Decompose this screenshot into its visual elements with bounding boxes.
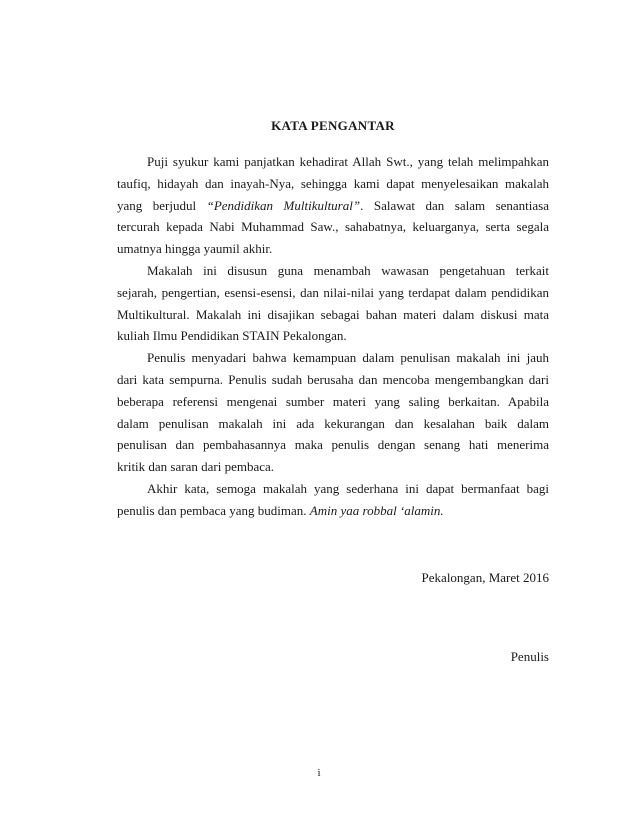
italic-text: “Pendidikan Multikultural” bbox=[206, 197, 361, 213]
page-number: i bbox=[317, 767, 321, 779]
paragraph-line bbox=[117, 478, 549, 500]
paragraph-line bbox=[117, 238, 549, 260]
paragraph-line bbox=[117, 434, 549, 456]
paragraph-line bbox=[117, 173, 549, 195]
paragraph-line bbox=[117, 216, 549, 238]
text-run: penulis dan pembaca yang budiman. bbox=[117, 502, 310, 518]
text-run: umatnya hingga yaumil akhir. bbox=[117, 241, 273, 257]
text-run: dalam penulisan makalah ini ada kekurangan dan kesalahan baik dalam bbox=[117, 415, 549, 431]
paragraph-line bbox=[117, 456, 549, 478]
italic-text: Amin yaa robbal ‘alamin. bbox=[309, 502, 444, 518]
text-run: Multikultural. Makalah ini disajikan sebagai bahan materi dalam diskusi mata bbox=[117, 306, 549, 322]
paragraph-line bbox=[117, 260, 549, 282]
text-run: dari kata sempurna. Penulis sudah berusaha dan mencoba mengembangkan dari bbox=[117, 371, 549, 387]
paragraph-line bbox=[117, 151, 549, 173]
text-run: sejarah, pengertian, esensi-esensi, dan nilai-nilai yang terdapat dalam pendidikan bbox=[117, 284, 549, 300]
paragraph-line bbox=[117, 391, 549, 413]
text-run: taufiq, hidayah dan inayah-Nya, sehingga kami dapat menyelesaikan makalah bbox=[117, 175, 549, 191]
paragraph-line bbox=[117, 195, 549, 217]
paragraph bbox=[117, 260, 549, 347]
paragraph bbox=[117, 347, 549, 478]
author-signature: Penulis bbox=[510, 649, 549, 664]
paragraph bbox=[117, 478, 549, 522]
text-run: Penulis menyadari bahwa kemampuan dalam penulisan makalah ini jauh bbox=[147, 350, 549, 366]
text-run: Makalah ini disusun guna menambah wawasan pengetahuan terkait bbox=[147, 262, 549, 278]
text-run: penulisan dan pembahasannya maka penulis dengan senang hati menerima bbox=[117, 437, 549, 453]
place-date: Pekalongan, Maret 2016 bbox=[421, 570, 549, 585]
text-run: kuliah Ilmu Pendidikan STAIN Pekalongan. bbox=[117, 328, 347, 344]
text-run: yang berjudul bbox=[117, 197, 207, 213]
paragraph-line bbox=[117, 304, 549, 326]
paragraph-line bbox=[117, 282, 549, 304]
text-run: Akhir kata, semoga makalah yang sederhana ini dapat bermanfaat bagi bbox=[147, 480, 549, 496]
paragraph bbox=[117, 151, 549, 260]
text-run: kritik dan saran dari pembaca. bbox=[117, 459, 275, 475]
text-run: tercurah kepada Nabi Muhammad Saw., sahabatnya, keluarganya, serta segala bbox=[117, 219, 549, 235]
text-run: Puji syukur kami panjatkan kehadirat Allah Swt., yang telah melimpahkan bbox=[147, 154, 549, 169]
page-title: KATA PENGANTAR bbox=[271, 118, 395, 133]
body-text bbox=[117, 151, 549, 522]
paragraph-line bbox=[117, 325, 549, 347]
text-run: beberapa referensi mengenai sumber materi yang saling berkaitan. Apabila bbox=[117, 393, 549, 409]
paragraph-line bbox=[117, 500, 549, 522]
paragraph-line bbox=[117, 369, 549, 391]
paragraph-line bbox=[117, 347, 549, 369]
paragraph-line bbox=[117, 413, 549, 435]
text-run: . Salawat dan salam senantiasa bbox=[360, 197, 550, 213]
